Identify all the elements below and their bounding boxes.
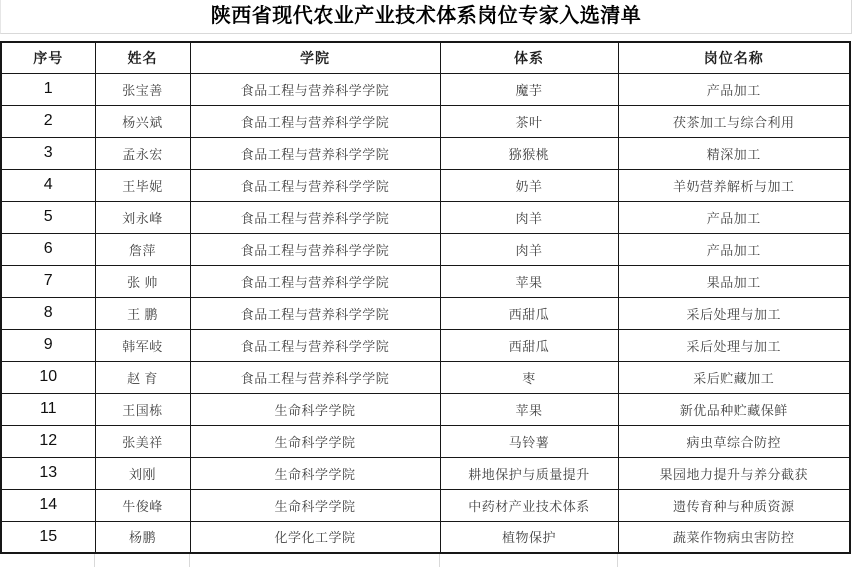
cell-seq: 13 [1, 457, 95, 489]
cell-post: 羊奶营养解析与加工 [618, 169, 850, 201]
cell-post: 果品加工 [618, 265, 850, 297]
table-body [1, 73, 850, 553]
cell-post: 新优品种贮藏保鲜 [618, 393, 850, 425]
table-row [1, 489, 850, 521]
cell-system: 魔芋 [440, 73, 618, 105]
cell-system: 马铃薯 [440, 425, 618, 457]
cell-college: 食品工程与营养科学学院 [190, 233, 440, 265]
cell-seq: 2 [1, 105, 95, 137]
experts-table [0, 41, 851, 554]
cell-college: 食品工程与营养科学学院 [190, 329, 440, 361]
cell-system: 中药材产业技术体系 [440, 489, 618, 521]
col-header-post: 岗位名称 [618, 42, 850, 73]
cell-name: 杨鹏 [95, 521, 190, 553]
cell-post: 蔬菜作物病虫害防控 [618, 521, 850, 553]
cell-system: 苹果 [440, 265, 618, 297]
cell-seq: 11 [1, 393, 95, 425]
cell-post: 产品加工 [618, 201, 850, 233]
cell-college: 食品工程与营养科学学院 [190, 169, 440, 201]
cell-system: 猕猴桃 [440, 137, 618, 169]
table-row [1, 297, 850, 329]
cell-college: 食品工程与营养科学学院 [190, 361, 440, 393]
cell-post: 果园地力提升与养分截获 [618, 457, 850, 489]
cell-seq: 4 [1, 169, 95, 201]
cell-name: 张 帅 [95, 265, 190, 297]
cell-seq: 12 [1, 425, 95, 457]
cell-seq: 8 [1, 297, 95, 329]
cell-seq: 6 [1, 233, 95, 265]
cell-name: 杨兴斌 [95, 105, 190, 137]
table-row [1, 105, 850, 137]
cutoff-empty-row [0, 554, 849, 567]
table-row [1, 361, 850, 393]
cell-college: 生命科学学院 [190, 425, 440, 457]
table-row [1, 233, 850, 265]
cell-college: 生命科学学院 [190, 457, 440, 489]
cell-system: 耕地保护与质量提升 [440, 457, 618, 489]
col-header-seq: 序号 [1, 42, 95, 73]
cell-name: 王国栋 [95, 393, 190, 425]
cell-system: 奶羊 [440, 169, 618, 201]
cell-seq: 5 [1, 201, 95, 233]
cell-name: 孟永宏 [95, 137, 190, 169]
cell-college: 食品工程与营养科学学院 [190, 105, 440, 137]
table-row [1, 457, 850, 489]
cell-system: 肉羊 [440, 201, 618, 233]
faint-gridline [189, 554, 190, 567]
cell-system: 枣 [440, 361, 618, 393]
cell-seq: 9 [1, 329, 95, 361]
cell-post: 遗传育种与种质资源 [618, 489, 850, 521]
cell-system: 茶叶 [440, 105, 618, 137]
cell-post: 采后处理与加工 [618, 329, 850, 361]
cell-system: 肉羊 [440, 233, 618, 265]
cell-college: 食品工程与营养科学学院 [190, 137, 440, 169]
cell-name: 牛俊峰 [95, 489, 190, 521]
cell-college: 食品工程与营养科学学院 [190, 73, 440, 105]
cell-post: 精深加工 [618, 137, 850, 169]
cell-post: 采后贮藏加工 [618, 361, 850, 393]
cell-seq: 1 [1, 73, 95, 105]
cell-post: 茯茶加工与综合利用 [618, 105, 850, 137]
cell-college: 生命科学学院 [190, 393, 440, 425]
header-row [1, 42, 850, 73]
cell-seq: 14 [1, 489, 95, 521]
cell-seq: 15 [1, 521, 95, 553]
col-header-system: 体系 [440, 42, 618, 73]
cell-college: 食品工程与营养科学学院 [190, 297, 440, 329]
cell-seq: 10 [1, 361, 95, 393]
table-row [1, 169, 850, 201]
cell-college: 生命科学学院 [190, 489, 440, 521]
cell-system: 西甜瓜 [440, 329, 618, 361]
cell-name: 赵 育 [95, 361, 190, 393]
cell-system: 苹果 [440, 393, 618, 425]
cell-college: 化学化工学院 [190, 521, 440, 553]
cell-system: 西甜瓜 [440, 297, 618, 329]
cell-post: 产品加工 [618, 233, 850, 265]
cell-name: 王毕妮 [95, 169, 190, 201]
faint-gridline [617, 554, 618, 567]
cell-name: 詹萍 [95, 233, 190, 265]
cell-name: 王 鹏 [95, 297, 190, 329]
cell-college: 食品工程与营养科学学院 [190, 265, 440, 297]
cell-seq: 7 [1, 265, 95, 297]
cell-name: 张美祥 [95, 425, 190, 457]
table-row [1, 521, 850, 553]
table-row [1, 137, 850, 169]
faint-gridline [94, 554, 95, 567]
table-row [1, 265, 850, 297]
table-row [1, 201, 850, 233]
cell-college: 食品工程与营养科学学院 [190, 201, 440, 233]
cell-post: 采后处理与加工 [618, 297, 850, 329]
table-row [1, 73, 850, 105]
cell-name: 刘永峰 [95, 201, 190, 233]
cell-post: 病虫草综合防控 [618, 425, 850, 457]
table-row [1, 425, 850, 457]
cell-system: 植物保护 [440, 521, 618, 553]
cell-name: 刘刚 [95, 457, 190, 489]
faint-gridline [439, 554, 440, 567]
cell-post: 产品加工 [618, 73, 850, 105]
cell-name: 韩军岐 [95, 329, 190, 361]
table-row [1, 393, 850, 425]
col-header-college: 学院 [190, 42, 440, 73]
table-row [1, 329, 850, 361]
page-title: 陕西省现代农业产业技术体系岗位专家入选清单 [0, 0, 852, 34]
cell-seq: 3 [1, 137, 95, 169]
cell-name: 张宝善 [95, 73, 190, 105]
col-header-name: 姓名 [95, 42, 190, 73]
